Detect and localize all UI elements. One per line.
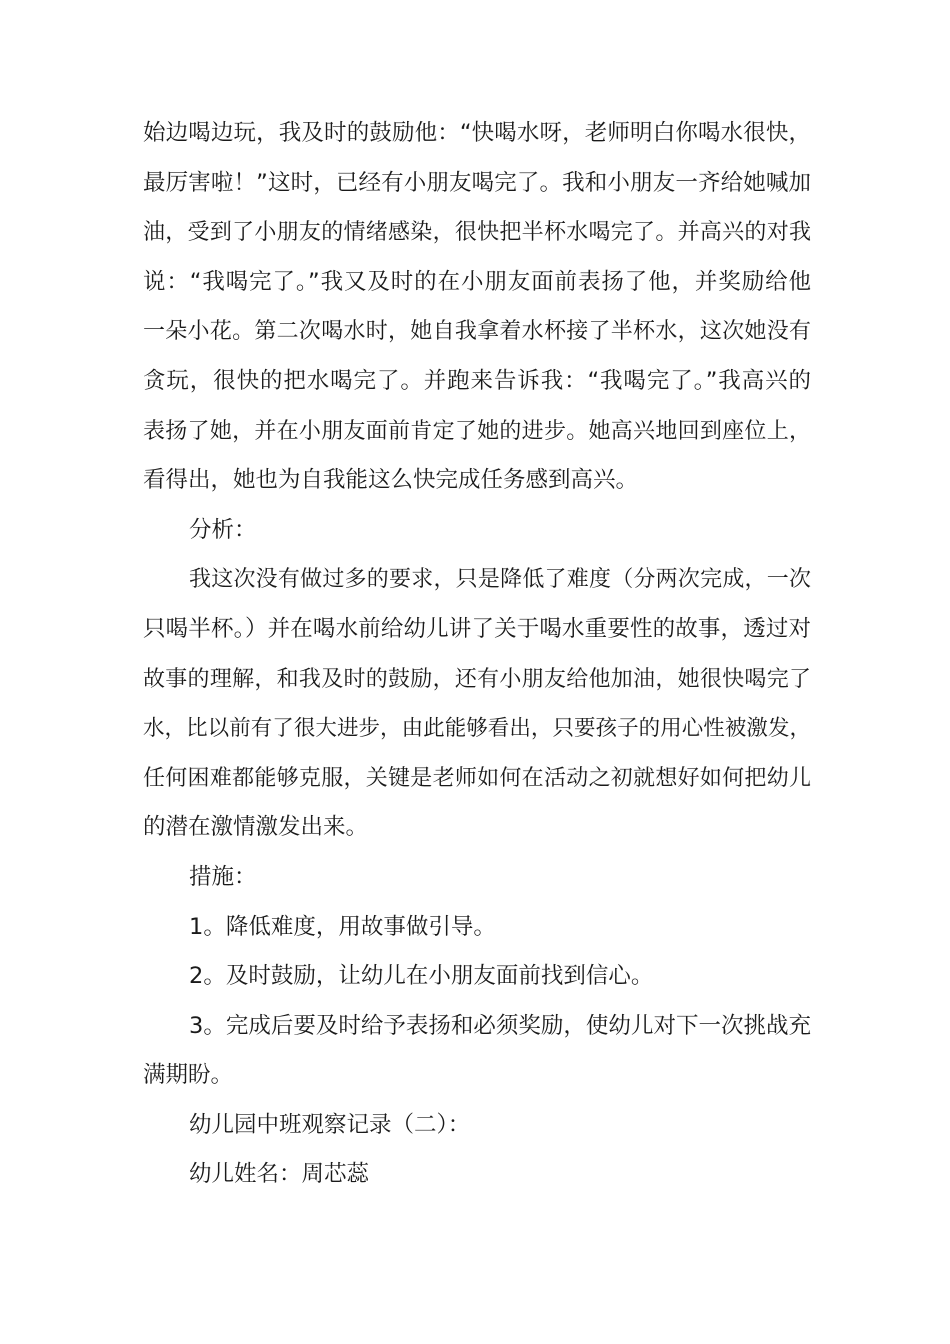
text-line: 只喝半杯。）并在喝水前给幼儿讲了关于喝水重要性的故事，透过对	[143, 615, 811, 642]
section-heading-measures: 措施：	[189, 863, 257, 890]
text-line: 看得出，她也为自我能这么快完成任务感到高兴。	[143, 467, 639, 494]
text-line: 一朵小花。第二次喝水时，她自我拿着水杯接了半杯水，这次她没有	[143, 319, 811, 345]
list-item: 1。降低难度，用故事做引导。	[189, 913, 496, 940]
section-heading-analysis: 分析：	[189, 516, 257, 543]
list-item: 3。完成后要及时给予表扬和必须奖励，使幼儿对下一次挑战充	[189, 1012, 811, 1039]
text-line: 我这次没有做过多的要求，只是降低了难度（分两次完成，一次	[189, 567, 811, 593]
text-line: 贪玩，很快的把水喝完了。并跑来告诉我：“我喝完了。”我高兴的	[143, 367, 811, 394]
text-line: 说：“我喝完了。”我又及时的在小朋友面前表扬了他，并奖励给他	[143, 268, 811, 295]
text-line: 的潜在激情激发出来。	[143, 814, 369, 841]
list-item: 2。及时鼓励，让幼儿在小朋友面前找到信心。	[189, 963, 654, 990]
document-body	[143, 109, 811, 1200]
text-line: 故事的理解，和我及时的鼓励，还有小朋友给他加油，她很快喝完了	[143, 666, 811, 692]
child-name-line: 幼儿姓名：周芯蕊	[189, 1161, 370, 1188]
text-line: 始边喝边玩，我及时的鼓励他：“快喝水呀，老师明白你喝水很快，	[143, 120, 811, 146]
text-line: 表扬了她，并在小朋友面前肯定了她的进步。她高兴地回到座位上，	[143, 418, 811, 444]
text-line: 水，比以前有了很大进步，由此能够看出，只要孩子的用心性被激发，	[143, 716, 811, 742]
text-line: 任何困难都能够克服，关键是老师如何在活动之初就想好如何把幼儿	[143, 765, 811, 791]
text-line: 油，受到了小朋友的情绪感染，很快把半杯水喝完了。并高兴的对我	[143, 220, 811, 246]
text-line: 满期盼。	[143, 1062, 234, 1089]
record-title: 幼儿园中班观察记录（二）：	[189, 1111, 471, 1138]
text-line: 最厉害啦！”这时，已经有小朋友喝完了。我和小朋友一齐给她喊加	[143, 169, 811, 196]
